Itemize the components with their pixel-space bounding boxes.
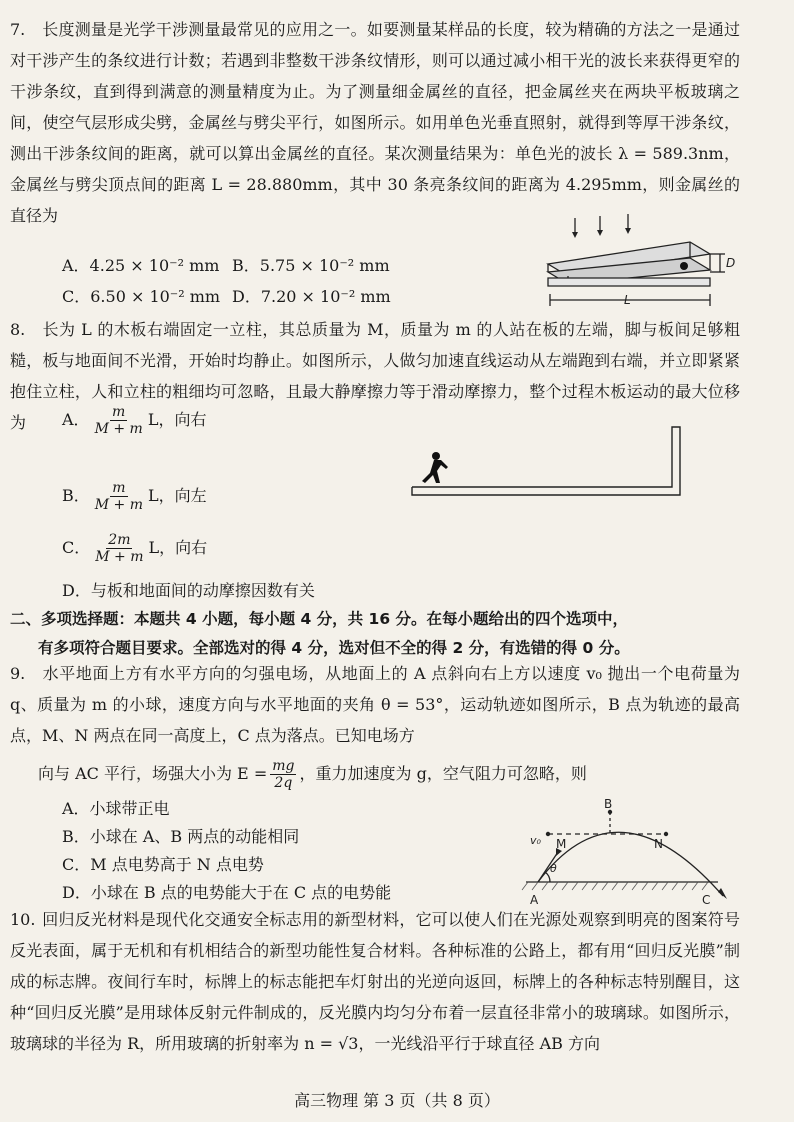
- formula-suffix: ，重力加速度为 g，空气阻力可忽略，则: [299, 764, 587, 783]
- question-9-formula-line: [38, 758, 587, 791]
- question-text: 长为 L 的木板右端固定一立柱，其总质量为 M，质量为 m 的人站在板的左端，脚与板间足够粗糙，板与地面间不光滑，开始时均静止。如图所示，人做匀加速直线运动从左端跑到右端，并立即紧紧抱住立柱，人和立柱的粗细均可忽略，且最大静摩擦力等于滑动摩擦力，整个过程木板运动的最大位移为: [10, 320, 740, 432]
- question-number: 10.: [10, 910, 36, 929]
- option-a: A．4.25 × 10⁻² mm: [62, 256, 220, 275]
- option-b: B．小球在 A、B 两点的动能相同: [62, 827, 300, 846]
- question-number: 8.: [10, 320, 26, 339]
- wedge-figure: [540, 214, 740, 314]
- fraction: [93, 480, 145, 513]
- option-b: [62, 480, 207, 513]
- label-l: L: [624, 293, 631, 307]
- plank-figure: [410, 425, 695, 505]
- point-n-dot: [664, 832, 668, 836]
- numerator: mg: [272, 758, 295, 774]
- formula-prefix: 向与 AC 平行，场强大小为 E =: [38, 764, 268, 783]
- runner-icon: [422, 452, 448, 483]
- label-theta: θ: [550, 862, 557, 875]
- label-v0: v₀: [530, 834, 541, 847]
- label-d: D: [726, 256, 736, 270]
- denominator: M + m: [95, 549, 144, 565]
- option-d: D．与板和地面间的动摩擦因数有关: [62, 581, 315, 600]
- metal-wire: [680, 262, 688, 270]
- question-text: 回归反光材料是现代化交通安全标志用的新型材料，它可以使人们在光源处观察到明亮的图案符号反光表面，属于无机和有机相结合的新型功能性复合材料。各种标准的公路上，都有用“回归反光膜”制成的标志牌。夜间行车时，标牌上的标志能把车灯射出的光逆向返回，标牌上的各种标志特别醒目，这种“回归反光膜”是用球体反射元件制成的，反光膜内均匀分布着一层直径非常小的玻璃球。如图所示，玻璃球的半径为 R，所用玻璃的折射率为 n = √3，一光线沿平行于球直径 AB 方向: [10, 910, 740, 1053]
- numerator: m: [112, 404, 126, 420]
- option-label: A．: [62, 410, 90, 429]
- denominator: M + m: [94, 421, 143, 437]
- option-label: B．: [62, 486, 90, 505]
- option-a: [62, 404, 206, 437]
- label-m: M: [556, 837, 567, 851]
- option-suffix: L，向右: [147, 410, 207, 429]
- option-d: D．小球在 B 点的电势能大于在 C 点的电势能: [62, 883, 392, 902]
- question-10: [10, 904, 740, 1059]
- question-text: 水平地面上方有水平方向的匀强电场，从地面上的 A 点斜向右上方以速度 v₀ 抛出一个电荷量为 q、质量为 m 的小球，速度方向与水平地面的夹角 θ = 53°，运动轨迹如图所示，B 点为轨迹的最高点，M、N 两点在同一高度上，C 点为落点。已知电场方: [10, 664, 740, 745]
- denominator: M + m: [94, 497, 144, 513]
- option-c: C．M 点电势高于 N 点电势: [62, 855, 264, 874]
- fraction: [93, 532, 145, 565]
- point-m-dot: [546, 832, 550, 836]
- question-7: [10, 14, 740, 231]
- option-suffix: L，向左: [148, 486, 207, 505]
- question-number: 9.: [10, 664, 26, 683]
- numerator: 2m: [108, 532, 131, 548]
- question-9: [10, 658, 740, 751]
- option-c: C．6.50 × 10⁻² mm: [62, 287, 221, 306]
- option-d: D．7.20 × 10⁻² mm: [232, 287, 391, 306]
- option-suffix: L，向右: [148, 538, 208, 557]
- option-b: B．5.75 × 10⁻² mm: [232, 256, 390, 275]
- section-heading: 二、多项选择题：本题共 4 小题，每小题 4 分，共 16 分。在每小题给出的四个选项中，: [10, 610, 629, 628]
- trajectory-figure: [518, 796, 748, 911]
- option-a: A．小球带正电: [62, 799, 170, 818]
- option-label: C．: [62, 538, 91, 557]
- section-heading: 有多项符合题目要求。全部选对的得 4 分，选对但不全的得 2 分，有选错的得 0 分。: [38, 639, 630, 657]
- question-text: 长度测量是光学干涉测量最常见的应用之一。如要测量某样品的长度，较为精确的方法之一是通过对干涉产生的条纹进行计数；若遇到非整数干涉条纹情形，则可以通过减小相干光的波长来获得更窄的干涉条纹，直到得到满意的测量精度为止。为了测量细金属丝的直径，把金属丝夹在两块平板玻璃之间，使空气层形成尖劈，金属丝与劈尖平行，如图所示。如用单色光垂直照射，就得到等厚干涉条纹，测出干涉条纹间的距离，就可以算出金属丝的直径。某次测量结果为：单色光的波长 λ = 589.3nm，金属丝与劈尖顶点间的距离 L = 28.880mm，其中 30 条亮条纹间的距离为 4.295mm，则金属丝的直径为: [10, 20, 740, 225]
- option-c: [62, 532, 207, 565]
- plank-and-post: [412, 427, 680, 495]
- label-b: B: [604, 797, 613, 811]
- fraction: [270, 758, 296, 791]
- page-footer: 高三物理 第 3 页（共 8 页）: [294, 1091, 500, 1110]
- denominator: 2q: [274, 775, 293, 791]
- numerator: m: [112, 480, 126, 496]
- fraction: [93, 404, 145, 437]
- label-c: C: [702, 893, 711, 907]
- label-n: N: [654, 837, 663, 851]
- label-a: A: [530, 893, 539, 907]
- question-number: 7.: [10, 20, 26, 39]
